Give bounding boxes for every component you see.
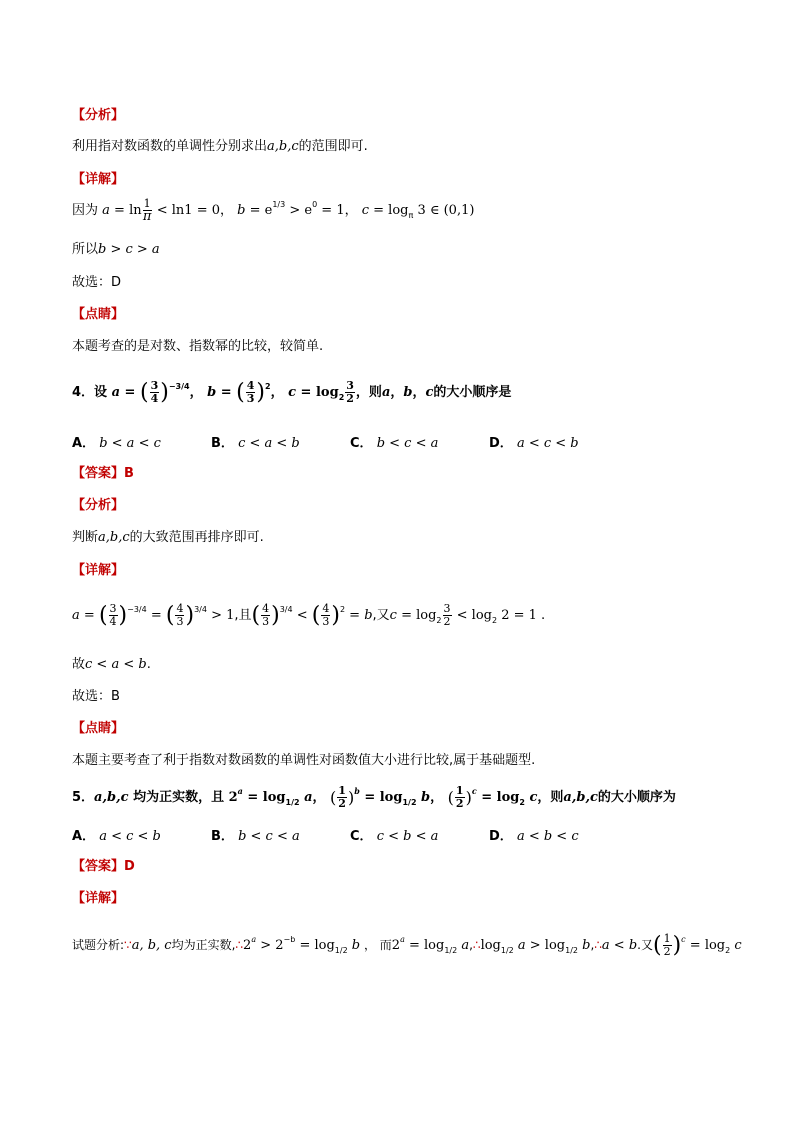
options-q4	[72, 432, 628, 451]
analysis-text: 利用指对数函数的单调性分别求出a,b,c的范围即可.	[72, 139, 368, 154]
option-b[interactable]: B． c < a < b	[211, 436, 300, 451]
conclusion-q4: 故c < a < b.	[72, 657, 151, 672]
option-b[interactable]: B． b < c < a	[211, 829, 300, 844]
option-c[interactable]: C． c < b < a	[350, 829, 439, 844]
choice-line: 故选：D	[72, 275, 122, 290]
comment-heading: 【点睛】	[72, 307, 125, 322]
answer-q5: 【答案】D	[72, 859, 135, 874]
conclusion-line: 所以b > c > a	[72, 242, 160, 257]
answer-q4: 【答案】B	[72, 466, 134, 481]
comment-text: 本题考查的是对数、指数幂的比较，较简单.	[72, 339, 324, 354]
comment-heading-q4: 【点睛】	[72, 721, 125, 736]
option-a[interactable]: A． a < c < b	[72, 829, 161, 844]
analysis-heading-q4: 【分析】	[72, 498, 125, 513]
option-d[interactable]: D． a < c < b	[489, 436, 579, 451]
question-4: 4．设 a = ( $\frac{3}{4}$ )$^{-3/4}$， b = ( $\frac{4}{3}$ )$^2$， $c = \log_2$ $\frac{3}{2}$ ，则a，b，c的大小顺序是	[72, 379, 512, 405]
options-q5	[72, 825, 628, 844]
detail-heading-q5: 【详解】	[72, 891, 125, 906]
option-a[interactable]: A． b < a < c	[72, 436, 161, 451]
solution-q5: 试题分析:∵a, b, c均为正实数$,\therefore 2^a > 2^{-b} = \log_{1/2} b$ ， 而$2^a = \log_{1/2}$ $a,\therefore\log_{1/2}$ $a > \log_{1/2}$ b,∴a < b.又( $\frac{1}{2}$ )$^c = \log_2 c$	[72, 932, 742, 958]
choice-q4: 故选：B	[72, 689, 120, 704]
analysis-heading: 【分析】	[72, 108, 125, 123]
detail-heading: 【详解】	[72, 172, 125, 187]
detail-heading-q4: 【详解】	[72, 563, 125, 578]
option-c[interactable]: C． b < c < a	[350, 436, 439, 451]
option-d[interactable]: D． a < b < c	[489, 829, 579, 844]
question-5: 5．a,b,c 均为正实数，且 $2^a = \log_{1/2} a$， ( $\frac{1}{2}$ )$^b = \log_{1/2} b$， ( $\frac{1}{2}$ )$^c = \log_2 c$，则a,b,c的大小顺序为	[72, 784, 676, 810]
detail-derivation-q4: a = ( $\frac{3}{4}$ )$^{-3/4}$ = ( $\frac{4}{3}$ )$^{3/4}$ > 1,且( $\frac{4}{3}$ )$^{3/4}$ < ( $\frac{4}{3}$ )$^2$ = b,又$c = \log_2$ $\frac{3}{2}$ < $\log_2 2 = 1$ .	[72, 602, 546, 628]
comment-text-q4: 本题主要考查了利于指数对数函数的单调性对函数值大小进行比较,属于基础题型.	[72, 753, 536, 768]
detail-derivation: 因为 a = ln $\frac{1}{\pi}$ < ln1 = 0， $b = e^{1/3} > e^0 = 1$， $c = \log_\pi 3$ ∈ (0,1)	[72, 197, 475, 224]
analysis-text-q4: 判断a,b,c的大致范围再排序即可.	[72, 530, 264, 545]
